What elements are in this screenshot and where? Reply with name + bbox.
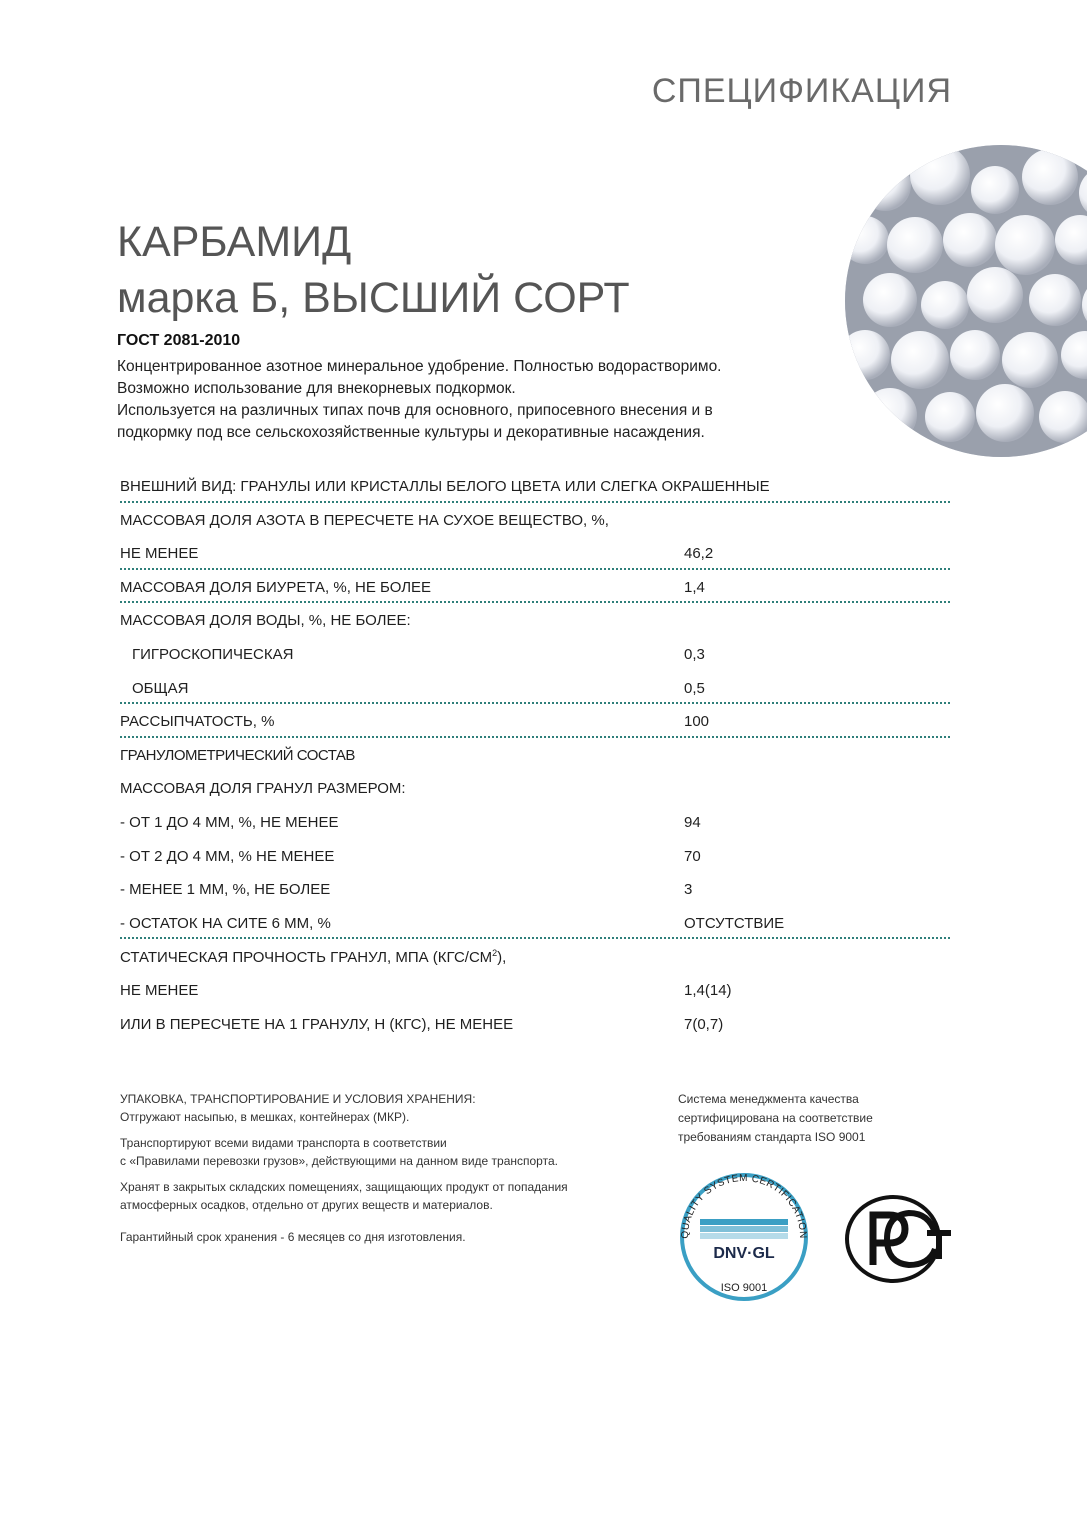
page-header-label: СПЕЦИФИКАЦИЯ [651, 72, 952, 110]
spec-label: РАССЫПЧАТОСТЬ, % [120, 713, 275, 731]
packaging-line: Гарантийный срок хранения - 6 месяцев со дня изготовления. [120, 1230, 466, 1244]
spec-row [120, 840, 950, 874]
spec-row [120, 1008, 950, 1042]
dnv-name: DNV·GL [713, 1245, 775, 1262]
spec-row [120, 974, 950, 1008]
spec-value: 46,2 [684, 545, 714, 563]
spec-label: ГРАНУЛОМЕТРИЧЕСКИЙ СОСТАВ [120, 746, 355, 764]
product-grade: марка Б, ВЫСШИЙ СОРТ [117, 274, 630, 322]
spec-row [120, 504, 950, 538]
description-line: Концентрированное азотное минеральное удобрение. Полностью водорастворимо. [117, 358, 722, 375]
spec-value: 94 [684, 813, 701, 831]
rst-conformity-mark [843, 1193, 955, 1285]
packaging-line: с «Правилами перевозки грузов», действующими на данном виде транспорта. [120, 1154, 558, 1168]
spec-row [120, 672, 950, 706]
packaging-line: Транспортируют всеми видами транспорта в соответствии [120, 1136, 447, 1150]
dnv-standard: ISO 9001 [720, 1282, 768, 1294]
spec-row [120, 537, 950, 571]
dnv-gl-certification-logo [672, 1165, 817, 1310]
spec-value: 1,4 [684, 578, 705, 596]
description-line: подкормку под все сельскохозяйственные культуры и декоративные насаждения. [117, 424, 705, 441]
spec-table [120, 470, 950, 1041]
spec-label-superscript: 2 [492, 948, 498, 959]
spec-label-suffix: ), [497, 949, 507, 967]
spec-value: 3 [684, 881, 693, 899]
spec-label-text: СТАТИЧЕСКАЯ ПРОЧНОСТЬ ГРАНУЛ, МПА (КГС/СМ [120, 949, 493, 967]
certification-line: Система менеджмента качества [678, 1092, 859, 1106]
spec-row [120, 604, 950, 638]
dnv-arc-text: QUALITY SYSTEM CERTIFICATION [679, 1172, 809, 1239]
product-description [117, 356, 817, 444]
certification-line: требованиям стандарта ISO 9001 [678, 1130, 866, 1144]
spec-label: ГИГРОСКОПИЧЕСКАЯ [132, 645, 294, 663]
spec-value: 1,4(14) [684, 981, 732, 999]
spec-label: МАССОВАЯ ДОЛЯ АЗОТА В ПЕРЕСЧЕТЕ НА СУХОЕ ВЕЩЕСТВО, %, [120, 511, 609, 529]
spec-value: 70 [684, 847, 701, 865]
spec-value: ОТСУТСТВИЕ [684, 914, 785, 932]
spec-label: НЕ МЕНЕЕ [120, 545, 199, 563]
product-title: КАРБАМИД [117, 218, 352, 266]
spec-label: - МЕНЕЕ 1 ММ, %, НЕ БОЛЕЕ [120, 881, 331, 899]
spec-value: 7(0,7) [684, 1015, 724, 1033]
spec-label: ИЛИ В ПЕРЕСЧЕТЕ НА 1 ГРАНУЛУ, Н (КГС), НЕ МЕНЕЕ [120, 1015, 514, 1033]
certification-text [678, 1090, 938, 1147]
packaging-heading: УПАКОВКА, ТРАНСПОРТИРОВАНИЕ И УСЛОВИЯ ХРАНЕНИЯ: [120, 1092, 476, 1106]
packaging-line: Хранят в закрытых складских помещениях, защищающих продукт от попадания [120, 1180, 568, 1194]
spec-row [120, 470, 950, 504]
spec-label: - ОТ 1 ДО 4 ММ, %, НЕ МЕНЕЕ [120, 813, 339, 831]
description-line: Используется на различных типах почв для основного, припосевного внесения и в [117, 402, 713, 419]
spec-label: ОБЩАЯ [132, 679, 189, 697]
spec-label: МАССОВАЯ ДОЛЯ БИУРЕТА, %, НЕ БОЛЕЕ [120, 578, 432, 596]
spec-label: - ОТ 2 ДО 4 ММ, % НЕ МЕНЕЕ [120, 847, 335, 865]
certification-line: сертифицирована на соответствие [678, 1111, 873, 1125]
spec-label: МАССОВАЯ ДОЛЯ ГРАНУЛ РАЗМЕРОМ: [120, 780, 406, 798]
product-photo-granules [845, 145, 1087, 457]
spec-value: 0,3 [684, 645, 705, 663]
spec-row [120, 772, 950, 806]
spec-label: МАССОВАЯ ДОЛЯ ВОДЫ, %, НЕ БОЛЕЕ: [120, 612, 411, 630]
packaging-line: атмосферных осадков, отдельно от других веществ и материалов. [120, 1198, 493, 1212]
spec-row [120, 806, 950, 840]
spec-row [120, 873, 950, 907]
spec-row [120, 940, 950, 974]
product-standard: ГОСТ 2081-2010 [117, 332, 241, 349]
spec-label: НЕ МЕНЕЕ [120, 981, 199, 999]
spec-row [120, 907, 950, 941]
spec-row [120, 571, 950, 605]
spec-value: 0,5 [684, 679, 705, 697]
spec-label: - ОСТАТОК НА СИТЕ 6 ММ, % [120, 914, 331, 932]
spec-label [120, 948, 506, 966]
spec-label: ВНЕШНИЙ ВИД: ГРАНУЛЫ ИЛИ КРИСТАЛЛЫ БЕЛОГО ЦВЕТА ИЛИ СЛЕГКА ОКРАШЕННЫЕ [120, 478, 770, 495]
description-line: Возможно использование для внекорневых подкормок. [117, 380, 516, 397]
spec-row [120, 739, 950, 773]
spec-value: 100 [684, 713, 710, 731]
packaging-section [120, 1090, 650, 1254]
spec-row [120, 705, 950, 739]
packaging-line: Отгружают насыпью, в мешках, контейнерах (МКР). [120, 1110, 410, 1124]
spec-row [120, 638, 950, 672]
